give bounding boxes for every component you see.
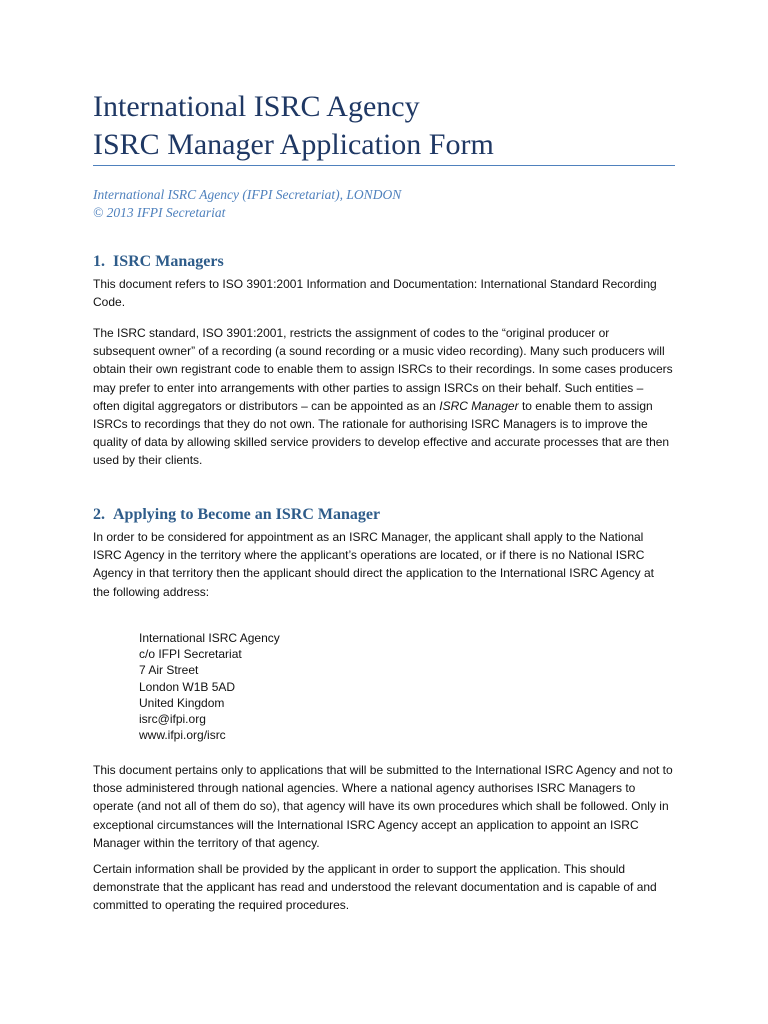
section-2-paragraph-3: Certain information shall be provided by the applicant in order to support the application. This should demonstrate that the applicant has read and understood the relevant documentation and is capable of and committed to operating the required procedures.	[93, 862, 657, 913]
section-2-paragraph-1: In order to be considered for appointment as an ISRC Manager, the applicant shall apply to the National ISRC Agency in the territory where the applicant’s operations are located, or if there is no National ISRC Agency in that territory then the applicant should direct the application to the International ISRC Agency at the following address:	[93, 530, 655, 599]
section-1-paragraph-2-text-b: to enable them to assign ISRCs to recordings that they do not own. The rationale for authorising ISRC Managers is to improve the quality of data by allowing skilled service providers to develop effective and accurate processes that are then used by their clients.	[93, 398, 670, 468]
subtitle-copyright: © 2013 IFPI Secretariat	[93, 205, 226, 220]
address-line: United Kingdom	[139, 695, 225, 710]
address-line: c/o IFPI Secretariat	[139, 647, 242, 662]
address-line: International ISRC Agency	[139, 631, 280, 645]
address-website: www.ifpi.org/isrc	[139, 728, 226, 743]
document-title	[93, 88, 675, 164]
title-line-2: ISRC Manager Application Form	[93, 128, 494, 161]
address-line: 7 Air Street	[139, 663, 199, 678]
section-2-heading	[93, 505, 380, 525]
title-divider	[93, 165, 675, 166]
section-1-title: ISRC Managers	[113, 253, 224, 270]
document-subtitle	[93, 186, 401, 222]
title-line-1: International ISRC Agency	[93, 90, 420, 123]
agency-address	[139, 630, 280, 743]
isrc-manager-term: ISRC Manager	[439, 398, 519, 413]
section-2-title: Applying to Become an ISRC Manager	[113, 506, 381, 523]
section-2-paragraph-2: This document pertains only to applications that will be submitted to the International ISRC Agency and not to those administered through national agencies. Where a national agency authorises ISRC Managers to operate (and not all of them do so), that agency will have its own procedures which shall be followed. Only in exceptional circumstances will the International ISRC Agency accept an application to appoint an ISRC Manager within the territory of that agency.	[93, 763, 673, 850]
section-1-paragraph-1: This document refers to ISO 3901:2001 Information and Documentation: International Standard Recording Code.	[93, 277, 657, 310]
section-1-number: 1.	[93, 253, 105, 270]
section-1-paragraph-2-text-a: The ISRC standard, ISO 3901:2001, restricts the assignment of codes to the “original producer or subsequent owner” of a recording (a sound recording or a music video recording). Many such producers will obtain their own registrant code to enable them to assign ISRCs to their recordings. In some cases producers may prefer to enter into arrangements with other parties to assign ISRCs on their behalf. Such entities – often digital aggregators or distributors – can be appointed as an	[93, 326, 673, 413]
address-line: London W1B 5AD	[139, 679, 236, 694]
section-2-number: 2.	[93, 506, 105, 523]
subtitle-organisation: International ISRC Agency (IFPI Secretariat), LONDON	[93, 187, 402, 202]
section-1-paragraph-2	[93, 324, 673, 470]
section-1-heading	[93, 252, 224, 272]
address-email: isrc@ifpi.org	[139, 712, 206, 727]
